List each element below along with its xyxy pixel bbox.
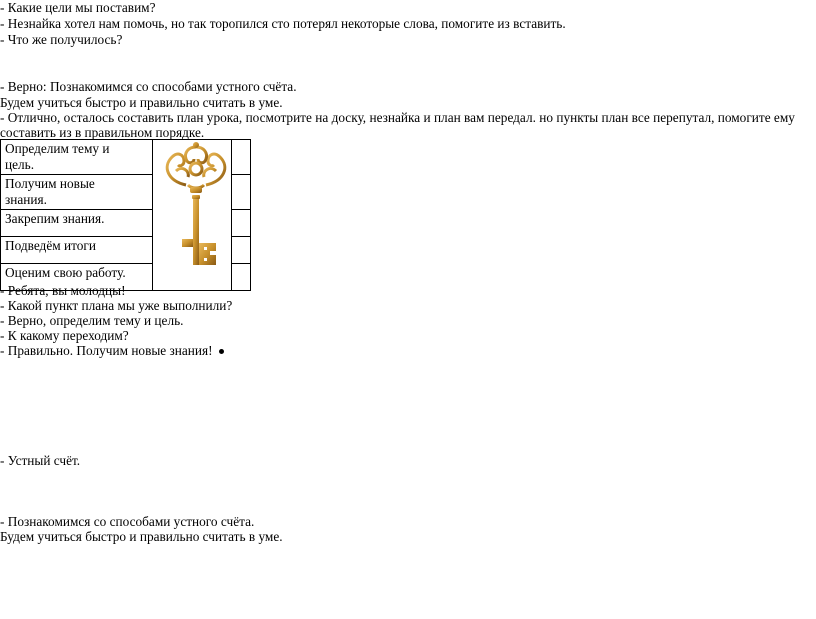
golden-key-image xyxy=(158,141,234,277)
bullet-icon xyxy=(219,349,224,354)
text-line-which-point: - Какой пункт плана мы уже выполнили? xyxy=(0,298,233,313)
text-line-neznaika-help: - Незнайка хотел нам помочь, но так торопился сто потерял некоторые слова, помогите из вставить. xyxy=(0,16,566,31)
text-line-make-plan: - Отлично, осталось составить план урока, посмотрите на доску, незнайка и план вам передал. но пункты план все перепутал, помогите ему xyxy=(0,110,795,125)
text-line-learn-count: Будем учиться быстро и правильно считать в уме. xyxy=(0,95,283,110)
text-line-well-done: - Ребята, вы молодцы! xyxy=(0,283,126,298)
key-icon xyxy=(158,141,234,277)
text-line-which-next: - К какому переходим? xyxy=(0,328,129,343)
text-line-oral-count: - Устный счёт. xyxy=(0,453,81,468)
plan-step-4: Подведём итоги xyxy=(1,237,153,264)
plan-step-5: Оценим свою работу. xyxy=(1,264,153,291)
text-line-learn-count-end: Будем учиться быстро и правильно считать в уме. xyxy=(0,529,283,544)
text-line-new-knowledge: - Правильно. Получим новые знания! xyxy=(0,343,224,359)
text-line-correct-order: составить из в правильном порядке. xyxy=(0,125,205,140)
text-line-meet-methods: - Познакомимся со способами устного счёта. xyxy=(0,514,255,529)
text-line-define-topic: - Верно, определим тему и цель. xyxy=(0,313,184,328)
plan-step-2: Получим новые знания. xyxy=(1,175,153,210)
plan-step-3: Закрепим знания. xyxy=(1,210,153,237)
text-line-goals-question: - Какие цели мы поставим? xyxy=(0,0,156,15)
text-line-what-happened: - Что же получилось? xyxy=(0,32,123,47)
text-line-correct-oral-count: - Верно: Познакомимся со способами устного счёта. xyxy=(0,79,297,94)
plan-step-1: Определим тему и цель. xyxy=(1,140,153,175)
